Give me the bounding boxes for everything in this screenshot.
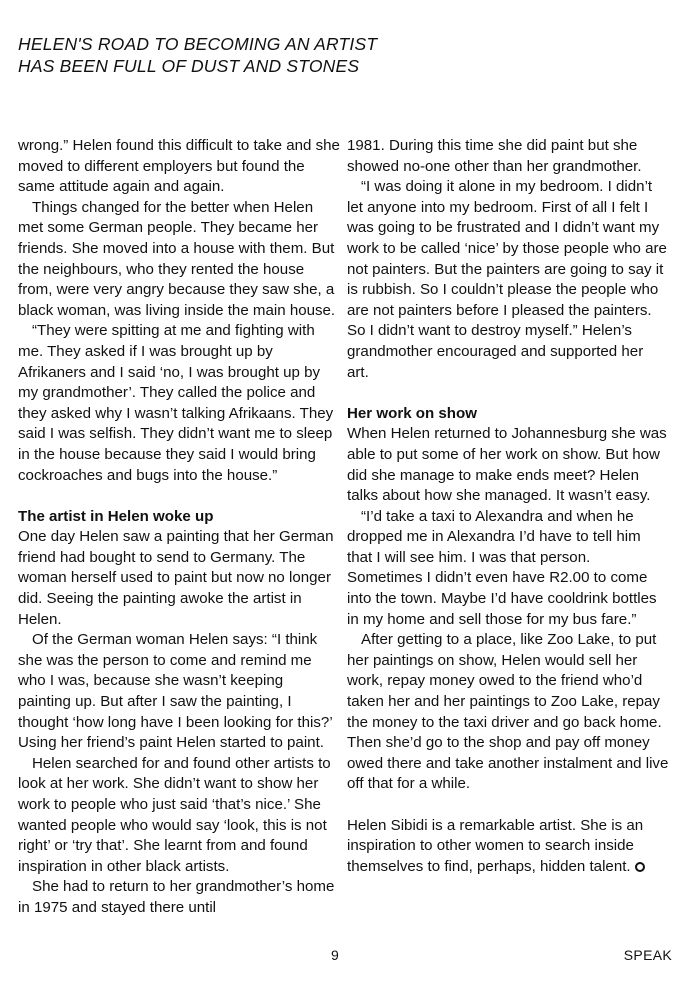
paragraph: “They were spitting at me and fighting with me. They asked if I was brought up by Afrikaners and I said ‘no, I was brought up by my grandmother’. They called the police and they asked why I wasn’t talking Afrikaans. They said I was selfish. They didn’t want me to sleep in the house because they said I would bring cockroaches and bugs into the house.”	[18, 322, 334, 484]
paragraph: 1981. During this time she did paint but she showed no-one other than her grandmother.	[347, 137, 642, 175]
paragraph: “I’d take a taxi to Alexandra and when he dropped me in Alexandra I’d have to tell him that I will see him. I was that person. Sometimes I didn’t even have R2.00 to come into the town. Maybe I’d have cooldrink bottles in my home and sell those for my bus fare.”	[347, 507, 657, 628]
paragraph: One day Helen saw a painting that her German friend had bought to send to Germany. The woman herself used to paint but now no longer did. Seeing the painting awoke the artist in Helen.	[18, 528, 334, 628]
paragraph: She had to return to her grandmother’s home in 1975 and stayed there until	[18, 878, 335, 916]
paragraph: When Helen returned to Johannesburg she was able to put some of her work on show. But how did she manage to make ends meet? Helen talks about how she managed. It wasn’t easy.	[347, 425, 667, 505]
section-heading: The artist in Helen woke up	[18, 507, 214, 525]
paragraph: Of the German woman Helen says: “I think she was the person to come and remind me who I was, because she wasn’t keeping painting up. But after I saw the painting, I thought ‘how long have I been looking for this?’ Using her friend’s paint Helen started to paint.	[18, 631, 333, 752]
spacer	[347, 795, 669, 816]
spacer	[18, 486, 340, 507]
paragraph: Helen searched for and found other artists to look at her work. She didn’t want to show her work to people who just said ‘that’s nice.’ She wanted people who would say ‘look, this is not right’ or ‘try that’. She learnt from and found inspiration in other black artists.	[18, 754, 331, 875]
spacer	[347, 383, 669, 404]
right-column	[347, 136, 669, 877]
closing-paragraph	[347, 816, 669, 878]
circle-end-mark-icon	[635, 862, 645, 872]
paragraph: wrong.” Helen found this difficult to take and she moved to different employers but found the same attitude again and again.	[18, 137, 340, 196]
section-heading: Her work on show	[347, 404, 477, 422]
paragraph: After getting to a place, like Zoo Lake, to put her paintings on show, Helen would sell her work, repay money owed to the friend who’d taken her and her paintings to Zoo Lake, repay the money to the taxi driver and go back home. Then she’d go to the shop and pay off money owed there and take another instalment and live off that for a while.	[347, 631, 669, 793]
page-number: 9	[331, 947, 339, 963]
paragraph: Things changed for the better when Helen met some German people. They became her friends. She moved into a house with them. But the neighbours, who they rented the house from, were very angry because they saw she, a black woman, was living inside the main house.	[18, 198, 336, 319]
publication-name: SPEAK	[623, 947, 672, 963]
article-headline: HELEN'S ROAD TO BECOMING AN ARTIST HAS BEEN FULL OF DUST AND STONES	[18, 34, 378, 76]
closing-text: Helen Sibidi is a remarkable artist. She is an inspiration to other women to search inside themselves to find, perhaps, hidden talent.	[347, 816, 644, 875]
left-column	[18, 136, 340, 919]
paragraph: “I was doing it alone in my bedroom. I didn’t let anyone into my bedroom. First of all I felt I was going to be frustrated and I didn’t want my work to be called ‘nice’ by those people who are not painters. But the painters are going to say it is rubbish. So I couldn’t please the people who are not painters before I pleased the painters. So I didn’t want to destroy myself.” Helen’s grandmother encouraged and supported her art.	[347, 178, 667, 381]
